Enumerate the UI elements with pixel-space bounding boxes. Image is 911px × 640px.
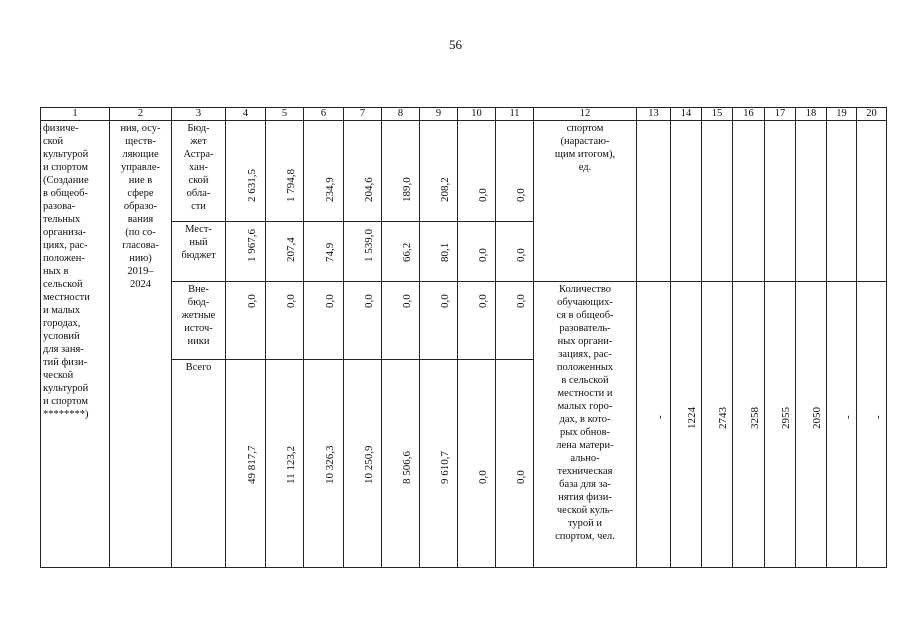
value-cell (266, 222, 304, 282)
value-cell (304, 360, 344, 568)
indicator-cell (534, 121, 637, 282)
target-cell (827, 282, 857, 568)
value-text: 0,0 (284, 294, 297, 308)
target-cell (733, 121, 765, 282)
value-text: 0,0 (514, 248, 527, 262)
header-cell: 2 (110, 108, 172, 121)
value-text: 1 967,6 (245, 229, 258, 262)
value-cell (344, 360, 382, 568)
target-value: 2743 (717, 407, 729, 429)
source-label: Всего (185, 362, 212, 373)
target-value: - (841, 415, 854, 419)
value-cell (382, 121, 420, 222)
target-cell (796, 121, 827, 282)
source-cell (172, 222, 226, 282)
target-cell (796, 282, 827, 568)
header-cell: 9 (420, 108, 458, 121)
header-cell: 14 (671, 108, 702, 121)
header-cell: 17 (765, 108, 796, 121)
executor-cell (110, 121, 172, 568)
header-cell: 15 (702, 108, 733, 121)
target-cell (637, 121, 671, 282)
value-text: 189,0 (400, 177, 413, 202)
value-text: 0,0 (362, 294, 375, 308)
value-text: 0,0 (323, 294, 336, 308)
source-label: Мест- ный бюджет (181, 224, 216, 261)
value-cell (496, 282, 534, 360)
header-cell: 4 (226, 108, 266, 121)
source-cell (172, 360, 226, 568)
value-text: 0,0 (245, 294, 258, 308)
value-cell (226, 360, 266, 568)
header-cell: 11 (496, 108, 534, 121)
indicator-cell (534, 282, 637, 568)
value-cell (382, 222, 420, 282)
value-cell (496, 222, 534, 282)
value-cell (420, 282, 458, 360)
header-cell: 10 (458, 108, 496, 121)
value-text: 10 250,9 (362, 445, 375, 484)
value-cell (382, 282, 420, 360)
value-text: 9 610,7 (438, 451, 451, 484)
header-cell: 16 (733, 108, 765, 121)
header-cell: 5 (266, 108, 304, 121)
header-cell: 3 (172, 108, 226, 121)
target-cell (857, 121, 887, 282)
value-text: 2 631,5 (245, 169, 258, 202)
indicator-text: спортом (нарастаю- щим итогом), ед. (554, 123, 616, 173)
value-cell (266, 282, 304, 360)
target-cell (733, 282, 765, 568)
header-cell: 7 (344, 108, 382, 121)
value-text: 74,9 (323, 242, 336, 262)
value-text: 207,4 (284, 237, 297, 262)
value-cell (226, 282, 266, 360)
value-text: 8 506,6 (400, 451, 413, 484)
column-number-row (41, 108, 887, 121)
header-cell: 12 (534, 108, 637, 121)
value-text: 0,0 (514, 294, 527, 308)
value-cell (420, 360, 458, 568)
header-cell: 6 (304, 108, 344, 121)
target-cell (702, 121, 733, 282)
value-cell (458, 222, 496, 282)
value-cell (304, 222, 344, 282)
target-cell (765, 282, 796, 568)
value-cell (458, 121, 496, 222)
page-number: 56 (449, 37, 462, 52)
value-cell (420, 121, 458, 222)
value-text: 234,9 (323, 177, 336, 202)
value-cell (344, 222, 382, 282)
value-text: 0,0 (514, 188, 527, 202)
target-cell (827, 121, 857, 282)
header-cell: 18 (796, 108, 827, 121)
value-text: 0,0 (476, 248, 489, 262)
header-cell: 1 (41, 108, 110, 121)
target-cell (765, 121, 796, 282)
source-label: Вне- бюд- жетные источ- ники (181, 284, 216, 347)
value-text: 1 539,0 (362, 229, 375, 262)
target-cell (702, 282, 733, 568)
value-cell (382, 360, 420, 568)
target-cell (857, 282, 887, 568)
value-text: 11 123,2 (284, 445, 297, 484)
source-cell (172, 121, 226, 222)
value-text: 1 794,8 (284, 169, 297, 202)
value-text: 10 326,3 (323, 445, 336, 484)
target-cell (671, 282, 702, 568)
target-value: - (871, 415, 884, 419)
value-cell (304, 282, 344, 360)
budget-table (40, 107, 887, 568)
value-cell (304, 121, 344, 222)
target-value: 2050 (811, 407, 823, 429)
value-cell (458, 282, 496, 360)
value-text: 0,0 (476, 294, 489, 308)
value-cell (344, 282, 382, 360)
header-cell: 13 (637, 108, 671, 121)
executor-text: ния, осу- ществ- ляющие управле- ние в сфере образо- вания (по со- гласова- нию) 2019– 2024 (120, 123, 161, 290)
value-cell (266, 360, 304, 568)
value-text: 204,6 (362, 177, 375, 202)
indicator-text: Количество обучающих- ся в общеоб- разователь- ных органи- зациях, рас- положенных в сельской местности и малых горо- дах, в кото- рых обнов- лена матери- ально- техническая база для за- нятия физи- ческой куль- турой и спортом, чел. (555, 284, 615, 542)
target-value: 2955 (780, 407, 792, 429)
table-row (41, 121, 887, 222)
measure-name: физиче- ской культурой и спортом (Создание в общеоб- разова- тельных организа- циях, рас- положен- ных в сельской местности и малых городах, условий для заня- тий физи- ческой культурой и спортом ********) (43, 123, 90, 420)
value-cell (458, 360, 496, 568)
value-cell (266, 121, 304, 222)
target-value: 1224 (686, 407, 698, 429)
source-cell (172, 282, 226, 360)
target-cell (671, 121, 702, 282)
value-text: 80,1 (438, 242, 451, 262)
value-text: 0,0 (438, 294, 451, 308)
value-text: 208,2 (438, 177, 451, 202)
value-cell (420, 222, 458, 282)
value-text: 49 817,7 (245, 445, 258, 484)
value-text: 0,0 (400, 294, 413, 308)
value-cell (496, 360, 534, 568)
header-cell: 8 (382, 108, 420, 121)
value-text: 0,0 (476, 470, 489, 484)
value-text: 0,0 (514, 470, 527, 484)
target-value: 3258 (748, 407, 761, 429)
target-cell (637, 282, 671, 568)
value-text: 66,2 (400, 242, 413, 262)
value-text: 0,0 (476, 188, 489, 202)
value-cell (226, 121, 266, 222)
source-label: Бюд- жет Астра- хан- ской обла- сти (183, 123, 214, 212)
target-value: - (653, 415, 666, 419)
header-cell: 20 (857, 108, 887, 121)
header-cell: 19 (827, 108, 857, 121)
value-cell (496, 121, 534, 222)
value-cell (344, 121, 382, 222)
value-cell (226, 222, 266, 282)
measure-name-cell (41, 121, 110, 568)
